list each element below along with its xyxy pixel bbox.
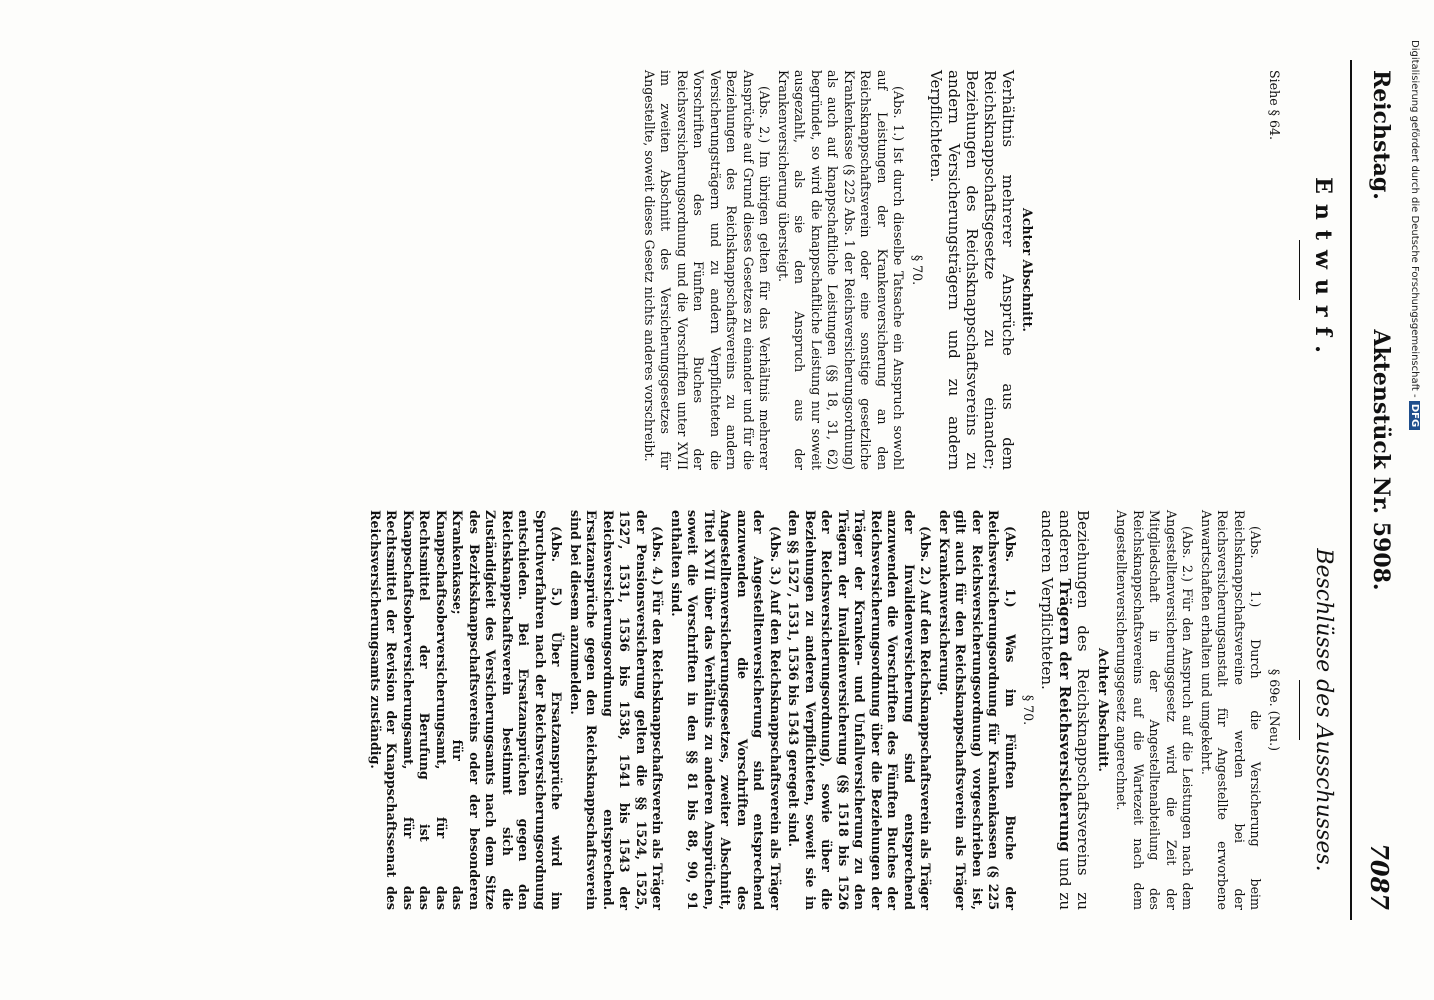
right-par-70: § 70. <box>1021 694 1037 726</box>
left-abs2: (Abs. 2.) Im übrigen gelten für das Verhältnis mehrerer Ansprüche auf Grund dieses Gesetzes zu einander und für die Beziehungen des Reichsknappschaftsvereins zu andern Versicherungsträgern und zu andern Verpflichteten die Vorschriften des Fünften Buches der Reichsversicherungsordnung und die Vorschriften unter XVII im zweiten Abschnitt des Versicherungsgesetzes für Angestellte, soweit dieses Gesetz nichts anderes vorschreibt. <box>642 70 773 470</box>
left-abschnitt: Achter Abschnitt. <box>1020 208 1036 332</box>
right-section-title <box>1039 510 1093 910</box>
left-column-heading: Entwurf. <box>1310 177 1336 363</box>
left-column <box>639 70 1283 470</box>
left-abs1: (Abs. 1.) Ist durch dieselbe Tatsache ein Anspruch sowohl auf Leistungen der Krankenversicherung an den Reichsknappschaftsverein oder eine sonstige gesetzliche Krankenkasse (§ 225 Abs. 1 der Reichsversicherungsordnung) als auch auf knappschaftliche Leistungen (§§ 18, 31, 62) begründet, so wird die knappschaftliche Leistung nur soweit ausgezahlt, als sie den Anspruch aus der Krankenversicherung übersteigt. <box>776 70 907 470</box>
right-abs3: (Abs. 3.) Auf den Reichsknappschaftsverein als Träger der Angestelltenversicherung sind entsprechend anzuwenden die Vorschriften des Angestelltenversicherungsgesetzes, zweiter Abschnitt, Titel XVII über das Verhältnis zu anderen Ansprüchen, soweit die Vorschriften in den §§ 81 bis 88, 90, 91 enthalten sind. <box>669 510 783 910</box>
left-par-70: § 70. <box>910 254 925 286</box>
siehe-note: Siehe § 64. <box>1267 70 1282 141</box>
right-column-heading: Beschlüsse des Ausschusses. <box>1311 548 1336 872</box>
right-column <box>365 510 1283 910</box>
right-abs5: (Abs. 5.) Über Ersatzansprüche wird im Spruchverfahren nach der Reichsversicherungsordnung entschieden. Bei Ersatzansprüchen gegen den Reichsknappschaftsverein bestimmt sich die Zuständigkeit des Versicherungsamts nach dem Sitze des Bezirksknappschaftsvereins oder der besonderen Krankenkasse; für das Knappschaftsoberversicherungsamt, für das Rechtsmittel der Berufung ist das Knappschaftsoberversicherungsamt, für das Rechtsmittel der Revision der Knappschaftssenat des Reichsversicherungsamts zuständig. <box>368 510 565 910</box>
right-par-69e: § 69e. (Neu.) <box>1267 668 1282 752</box>
right-abschnitt: Achter Abschnitt. <box>1096 648 1111 772</box>
right-abs2: (Abs. 2.) Auf den Reichsknappschaftsverein als Träger der Invalidenversicherung sind entsprechend anzuwenden die Vorschriften des Fünften Buches der Reichsversicherungsordnung über die Beziehungen der Träger der Kranken- und Unfallversicherung zu den Trägern der Invalidenversicherung (§§ 1518 bis 1526 der Reichsversicherungsordnung), sowie über die Beziehungen zu anderen Verpflichteten, soweit sie in den §§ 1527, 1531, 1536 bis 1543 geregelt sind. <box>786 510 934 910</box>
header-center: Aktenstück Nr. 5908. <box>1368 329 1394 591</box>
right-heading-rule <box>1299 680 1300 740</box>
digitization-note: Digitalisierung gefördert durch die Deutsche Forschungsgemeinschaft - DFG <box>1409 40 1420 434</box>
digitization-text: Digitalisierung gefördert durch die Deutsche Forschungsgemeinschaft <box>1409 40 1420 391</box>
page-header <box>1350 60 1400 920</box>
right-69e-abs1: (Abs. 1.) Durch die Versicherung beim Reichsknappschaftsvereine werden bei der Reichsversicherungsanstalt für Angestellte erworbene Anwartschaften erhalten und umgekehrt. <box>1199 510 1264 910</box>
right-title-pre: Beziehungen des Reichsknappschaftsvereins zu anderen <box>1056 510 1093 910</box>
left-heading-rule <box>1299 240 1300 300</box>
dfg-badge: DFG <box>1409 401 1420 430</box>
right-title-bold: Trägern der Reichsversicherung <box>1056 578 1075 852</box>
left-section-title: Verhältnis mehrerer Ansprüche aus dem Reichsknappschaftsgesetze zu einander; Beziehungen des Reichsknappschaftsvereins zu andern Versicherungsträgern und zu andern Verpflichteten. <box>927 70 1017 470</box>
header-left: Reichstag. <box>1368 70 1394 200</box>
page-number: 7087 <box>1365 843 1394 910</box>
right-69e-abs2: (Abs. 2.) Für den Anspruch auf die Leistungen nach dem Angestelltenversicherungsgesetz wird die Zeit der Mitgliedschaft in der Angestelltenabteilung des Reichsknappschaftsvereins auf die Wartezeit nach dem Angestelltenversicherungsgesetz angerechnet. <box>1114 510 1196 910</box>
rotated-page-content <box>60 60 1400 940</box>
right-abs1: (Abs. 1.) Was im Fünften Buche der Reichsversicherungsordnung für Krankenkassen (§ 225 der Reichsversicherungsordnung) vorgeschrieben ist, gilt auch für den Reichsknappschaftsverein als Träger der Krankenversicherung. <box>937 510 1018 910</box>
right-abs4: (Abs. 4.) Für den Reichsknappschaftsverein als Träger der Pensionsversicherung gelten die §§ 1524, 1525, 1527, 1531, 1536 bis 1538, 1541 bis 1543 der Reichsversicherungsordnung entsprechend. Ersatzansprüche gegen den Reichsknappschaftsverein sind bei diesem anzumelden. <box>568 510 666 910</box>
right-title-post: und zu anderen Verpflichteten. <box>1038 510 1075 910</box>
